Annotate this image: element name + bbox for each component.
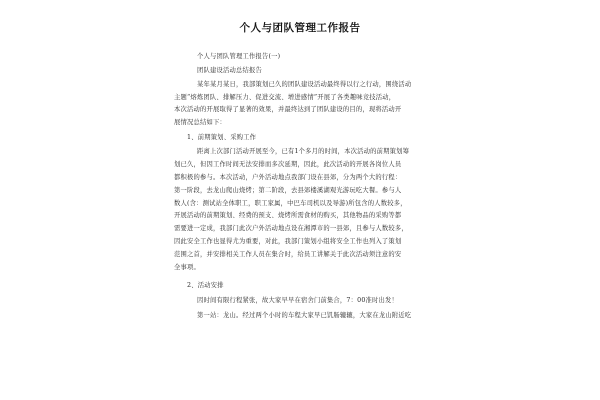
paragraph-line: 因时间有限行程紧张，故大家早早在宿舍门前集合，7：00准时出发！ bbox=[197, 297, 399, 304]
paragraph-line: 开展活动的前期策划、经费的预支、烧烤所需食材的购买，其他物品的采购等都 bbox=[174, 212, 402, 219]
item-heading-1: 1、前期策划、采购工作 bbox=[187, 134, 257, 141]
document-title: 个人与团队管理工作报告 bbox=[239, 22, 361, 34]
paragraph-line: 主题“熔炼团队、排解压力、促进交流、增进感情”开展了各类趣味竞技活动， bbox=[174, 94, 396, 101]
paragraph-line: 需要进一定成，我部门此次户外活动地点设在湘潭市的一县郊，且参与人数较多， bbox=[174, 225, 408, 232]
paragraph-line: 数人(含：测试站全体职工，职工家属，中巴车司机以及导游)所包含的人数较多， bbox=[174, 200, 407, 207]
paragraph-line: 范围之首，并安排相关工作人员在集合时，给员工讲解关于此次活动须注意的安 bbox=[174, 251, 402, 258]
paragraph-line: 都积极的参与。本次活动，户外活动地点我部门设在县郊，分为两个大的行程： bbox=[174, 174, 402, 181]
paragraph-line: 划已久，但因工作时间无法安排而多次延期，因此，此次活动的开展各岗位人员 bbox=[174, 161, 402, 168]
paragraph-line: 某年某月某日，我部策划已久的团队建设活动最终得以行之行动，围绕活动 bbox=[197, 81, 412, 88]
paragraph-line: 第一阶段，去龙山爬山烧烤；第二阶段，去县郊楼溪湖观光游玩吃大餐。参与人 bbox=[174, 187, 402, 194]
paragraph-line: 因此安全工作也显得尤为重要，对此，我部门策划小组将安全工作也列入了策划 bbox=[174, 238, 402, 245]
section-heading: 团队建设活动总结报告 bbox=[197, 67, 262, 74]
paragraph-line: 距离上次部门活动开展至今，已有1个多月的时间，本次活动的前期策划筹 bbox=[197, 148, 410, 155]
paragraph-line: 本次活动的开展取得了显著的效果，并最终达到了团队建设的目的，现将活动开 bbox=[174, 106, 402, 113]
item-heading-2: 2、活动安排 bbox=[187, 282, 224, 289]
document-subtitle: 个人与团队管理工作报告(一) bbox=[197, 53, 281, 60]
paragraph-line: 展情况总结如下： bbox=[174, 119, 226, 126]
paragraph-line: 第一站：龙山。经过两个小时的车程大家早已饥肠辘辘，大家在龙山附近吃 bbox=[197, 312, 412, 319]
paragraph-line: 全事项。 bbox=[174, 264, 200, 271]
